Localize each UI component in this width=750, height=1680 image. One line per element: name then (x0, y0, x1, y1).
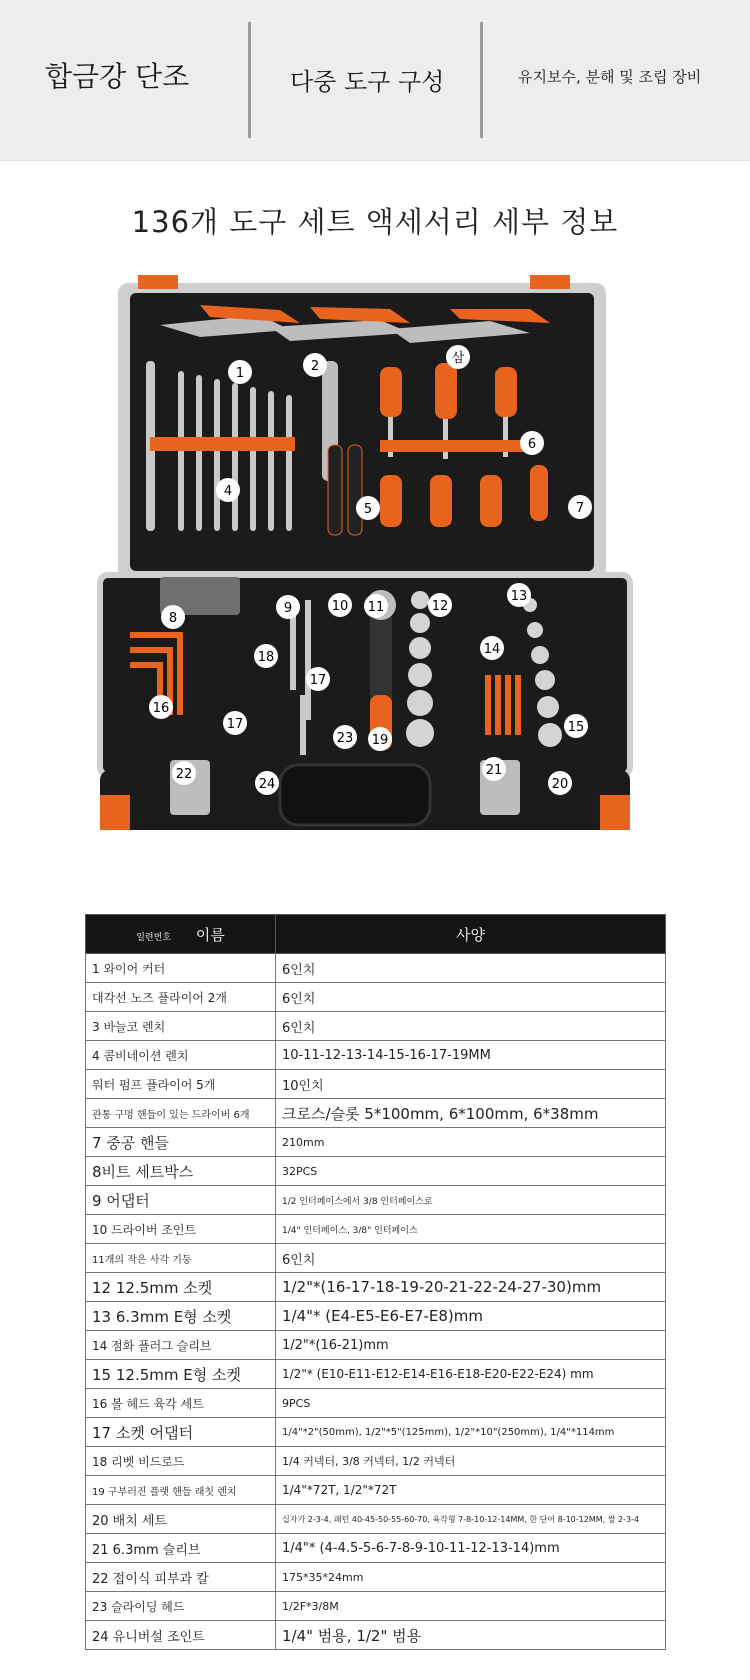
svg-text:22: 22 (175, 767, 193, 782)
svg-text:11: 11 (367, 600, 385, 615)
row-spec: 1/2F*3/8M (276, 1592, 666, 1621)
row-spec: 210mm (276, 1128, 666, 1157)
row-name: 관통 구멍 핸들이 있는 드라이버 6개 (86, 1099, 276, 1128)
svg-text:15: 15 (567, 720, 585, 735)
row-spec: 1/4"* (E4-E5-E6-E7-E8)mm (276, 1302, 666, 1331)
callout-21 (482, 757, 506, 781)
header-name (86, 915, 276, 954)
table-row (86, 1592, 666, 1621)
callout-10 (328, 593, 352, 617)
callout-15 (564, 714, 588, 738)
row-spec: 크로스/슬롯 5*100mm, 6*100mm, 6*38mm (276, 1099, 666, 1128)
table-row (86, 1418, 666, 1447)
table-row (86, 1157, 666, 1186)
row-name: 16 볼 헤드 육각 세트 (86, 1389, 276, 1418)
table-row (86, 1447, 666, 1476)
row-spec: 1/4"* (4-4.5-5-6-7-8-9-10-11-12-13-14)mm (276, 1534, 666, 1563)
svg-text:7: 7 (575, 501, 585, 516)
callout-13 (507, 583, 531, 607)
svg-text:24: 24 (258, 777, 276, 792)
table-row (86, 1012, 666, 1041)
row-spec: 9PCS (276, 1389, 666, 1418)
svg-text:9: 9 (283, 601, 293, 616)
toolbox-image (90, 275, 650, 895)
row-spec: 십자가 2-3-4, 패턴 40-45-50-55-60-70, 육각형 7-8-10-12-14MM, 한 단어 8-10-12MM, 쌀 2-3-4 (276, 1505, 666, 1534)
table-row (86, 1215, 666, 1244)
table-row (86, 1621, 666, 1650)
table-row (86, 1128, 666, 1157)
banner-divider (480, 22, 483, 138)
table-row (86, 983, 666, 1012)
row-name: 13 6.3mm E형 소켓 (86, 1302, 276, 1331)
callout-1 (228, 360, 252, 384)
table-row (86, 1563, 666, 1592)
callout-22 (172, 761, 196, 785)
svg-text:17: 17 (309, 673, 327, 688)
svg-text:10: 10 (331, 599, 349, 614)
row-name: 9 어댑터 (86, 1186, 276, 1215)
header-serial: 일련번호 (136, 932, 171, 943)
table-row (86, 1041, 666, 1070)
row-spec: 10-11-12-13-14-15-16-17-19MM (276, 1041, 666, 1070)
row-spec: 6인치 (276, 983, 666, 1012)
row-name: 1 와이어 커터 (86, 954, 276, 983)
row-spec: 1/2"* (E10-E11-E12-E14-E16-E18-E20-E22-E24) mm (276, 1360, 666, 1389)
svg-text:18: 18 (257, 650, 275, 665)
callout-8 (161, 605, 185, 629)
row-spec: 1/2 인터페이스에서 3/8 인터페이스로 (276, 1186, 666, 1215)
callout-7 (568, 495, 592, 519)
svg-text:13: 13 (510, 589, 528, 604)
callout-3 (446, 345, 470, 369)
callout-4 (216, 478, 240, 502)
callout-24 (255, 771, 279, 795)
wrench-holder (150, 437, 295, 451)
screwdriver-holder (380, 440, 540, 452)
row-spec: 175*35*24mm (276, 1563, 666, 1592)
row-name: 4 콤비네이션 렌치 (86, 1041, 276, 1070)
row-name: 18 리벳 비드로드 (86, 1447, 276, 1476)
row-spec: 32PCS (276, 1157, 666, 1186)
table-row (86, 1476, 666, 1505)
svg-text:21: 21 (485, 763, 503, 778)
header-name-label: 이름 (195, 925, 225, 944)
table-row (86, 1331, 666, 1360)
banner-item-forged: 합금강 단조 (45, 60, 190, 93)
callout-23 (333, 725, 357, 749)
top-banner (0, 0, 750, 161)
callout-17 (306, 667, 330, 691)
svg-text:6: 6 (527, 437, 537, 452)
svg-text:4: 4 (223, 484, 233, 499)
row-name: 10 드라이버 조인트 (86, 1215, 276, 1244)
svg-text:14: 14 (483, 642, 501, 657)
callout-16 (149, 695, 173, 719)
callout-5 (356, 496, 380, 520)
banner-item-multi-tool: 다중 도구 구성 (290, 68, 445, 96)
row-name: 14 점화 플러그 슬리브 (86, 1331, 276, 1360)
row-name: 22 접이식 피부과 칼 (86, 1563, 276, 1592)
table-row (86, 1070, 666, 1099)
table-row (86, 1244, 666, 1273)
callout-6 (520, 431, 544, 455)
corner-accent (600, 795, 630, 830)
header-spec: 사양 (276, 915, 666, 954)
row-spec: 1/4" 인터페이스, 3/8" 인터페이스 (276, 1215, 666, 1244)
callout-9 (276, 595, 300, 619)
table-row (86, 1534, 666, 1563)
row-name: 3 바늘코 렌치 (86, 1012, 276, 1041)
table-row (86, 1505, 666, 1534)
svg-text:20: 20 (551, 777, 569, 792)
table-row (86, 1389, 666, 1418)
handle-icon (280, 765, 430, 825)
row-name: 20 배치 세트 (86, 1505, 276, 1534)
row-spec: 6인치 (276, 1012, 666, 1041)
banner-item-maintenance: 유지보수, 분해 및 조립 장비 (518, 68, 702, 86)
row-spec: 1/2"*(16-17-18-19-20-21-22-24-27-30)mm (276, 1273, 666, 1302)
row-name: 대각선 노즈 플라이어 2개 (86, 983, 276, 1012)
row-name: 7 중공 핸들 (86, 1128, 276, 1157)
callout-20 (548, 771, 572, 795)
row-spec: 10인치 (276, 1070, 666, 1099)
row-name: 17 소켓 어댑터 (86, 1418, 276, 1447)
row-name: 23 슬라이딩 헤드 (86, 1592, 276, 1621)
table-row (86, 1302, 666, 1331)
svg-text:삼: 삼 (451, 351, 465, 366)
svg-text:12: 12 (431, 599, 449, 614)
row-name: 11개의 작은 사각 기둥 (86, 1244, 276, 1273)
svg-text:8: 8 (168, 611, 178, 626)
row-name: 19 구부러진 플랫 핸들 래칫 렌치 (86, 1476, 276, 1505)
callout-11 (364, 594, 388, 618)
corner-accent (138, 275, 178, 289)
section-title: 136개 도구 세트 액세서리 세부 정보 (131, 205, 619, 239)
table-row (86, 1360, 666, 1389)
callout-19 (368, 727, 392, 751)
callout-14 (480, 636, 504, 660)
row-name: 15 12.5mm E형 소켓 (86, 1360, 276, 1389)
corner-accent (100, 795, 130, 830)
row-spec: 6인치 (276, 1244, 666, 1273)
row-spec: 1/4"*72T, 1/2"*72T (276, 1476, 666, 1505)
row-spec: 1/4" 범용, 1/2" 범용 (276, 1621, 666, 1650)
callout-12 (428, 593, 452, 617)
spec-table (85, 914, 666, 1650)
table-row (86, 1273, 666, 1302)
callout-17b (223, 711, 247, 735)
row-spec: 1/2"*(16-21)mm (276, 1331, 666, 1360)
row-name: 워터 펌프 플라이어 5개 (86, 1070, 276, 1099)
callout-2 (303, 353, 327, 377)
row-name: 12 12.5mm 소켓 (86, 1273, 276, 1302)
row-name: 8비트 세트박스 (86, 1157, 276, 1186)
banner-divider (248, 22, 251, 138)
svg-text:2: 2 (310, 359, 320, 374)
table-row (86, 1099, 666, 1128)
table-row (86, 1186, 666, 1215)
svg-text:23: 23 (336, 731, 354, 746)
table-header-row (86, 915, 666, 954)
row-spec: 1/4"*2"(50mm), 1/2"*5"(125mm), 1/2"*10"(250mm), 1/4"*114mm (276, 1418, 666, 1447)
callout-18 (254, 644, 278, 668)
row-spec: 1/4 커넥터, 3/8 커넥터, 1/2 커넥터 (276, 1447, 666, 1476)
svg-text:1: 1 (235, 366, 245, 381)
corner-accent (530, 275, 570, 289)
row-name: 21 6.3mm 슬리브 (86, 1534, 276, 1563)
svg-text:5: 5 (363, 502, 373, 517)
svg-text:19: 19 (371, 733, 389, 748)
row-name: 24 유니버설 조인트 (86, 1621, 276, 1650)
table-row (86, 954, 666, 983)
svg-text:16: 16 (152, 701, 170, 716)
row-spec: 6인치 (276, 954, 666, 983)
svg-text:17: 17 (226, 717, 244, 732)
